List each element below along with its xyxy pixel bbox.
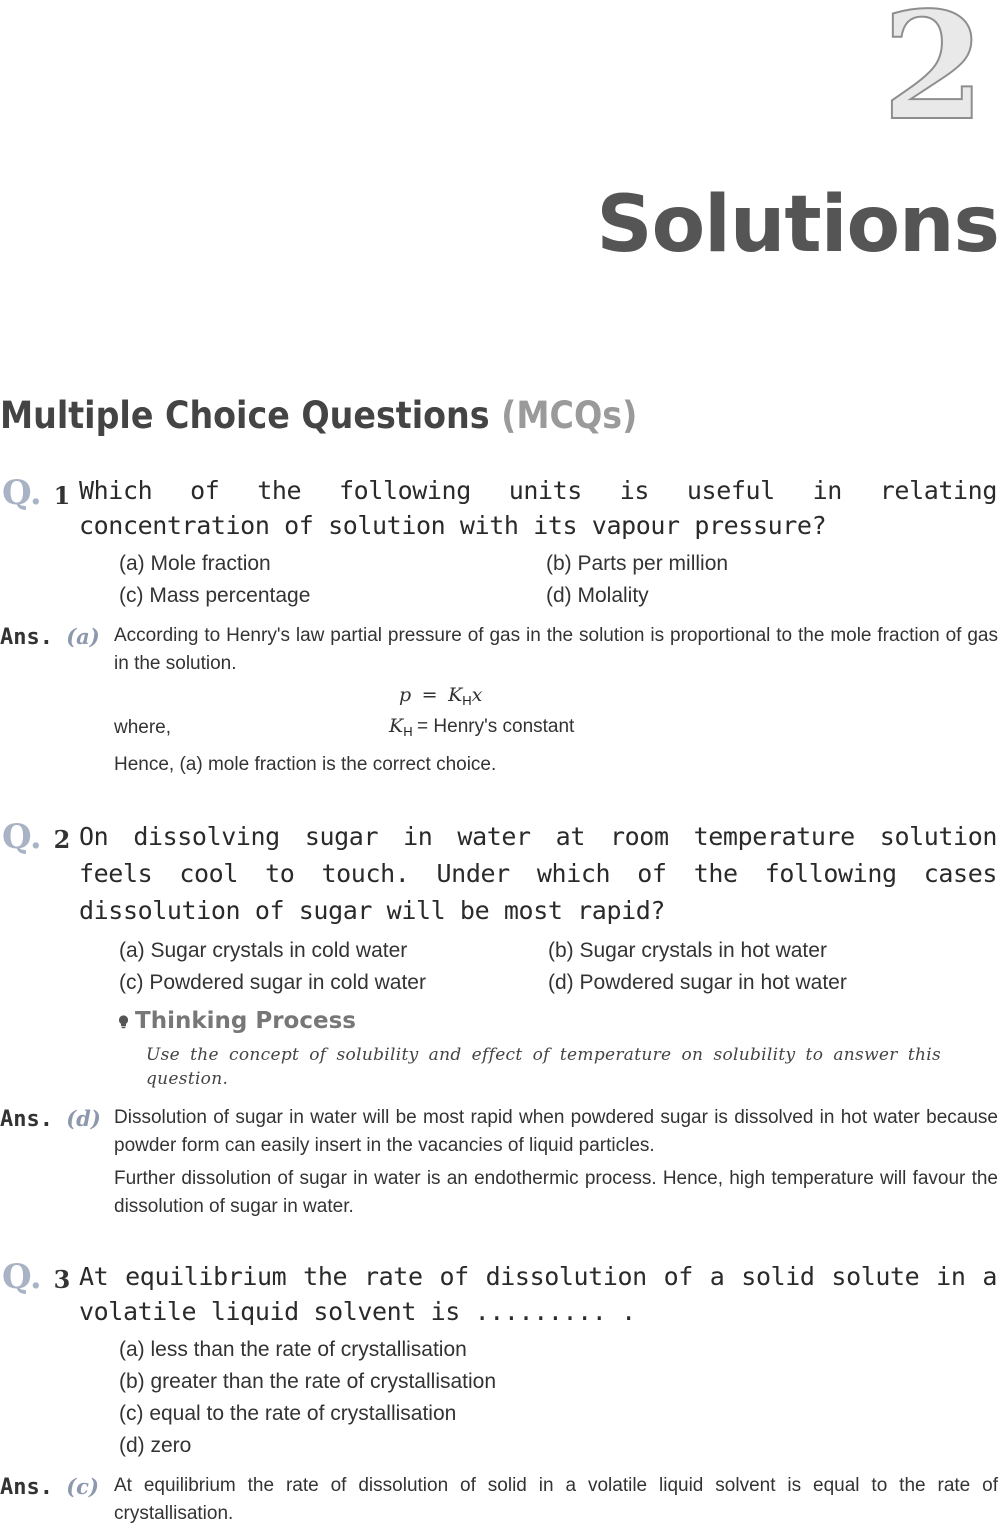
option-a: (a) Sugar crystals in cold water: [119, 939, 408, 962]
where-label: where,: [114, 717, 172, 738]
section-heading-suffix: (MCQs): [501, 394, 638, 437]
option-d: (d) Molality: [546, 584, 649, 607]
answer-label: [0, 1476, 99, 1499]
question-number: 3: [53, 1265, 71, 1294]
answer-explanation: According to Henry's law partial pressure of gas in the solution is proportional to the mole fraction of gas in the solution.: [114, 625, 998, 674]
option-c: (c) Powdered sugar in cold water: [119, 971, 426, 994]
formula-lhs: p: [399, 684, 412, 706]
answer-conclusion: Hence, (a) mole fraction is the correct choice.: [114, 754, 497, 775]
question-marker: [2, 473, 71, 513]
thinking-process-title: Thinking Process: [135, 1008, 356, 1034]
answer-label: [0, 1108, 101, 1131]
ans-text: Ans.: [0, 1475, 53, 1500]
def-text: = Henry's constant: [417, 716, 575, 737]
option-d: (d) zero: [119, 1434, 192, 1457]
formula-henry-law: $p = K_Hx$: [399, 684, 483, 708]
formula-k-sub: H: [462, 693, 472, 708]
def-k-sub: H: [403, 724, 413, 739]
answer-explanation: At equilibrium the rate of dissolution of solid in a volatile liquid solvent is equal to the rate of crystallisation.: [114, 1475, 998, 1524]
option-c: (c) Mass percentage: [119, 584, 311, 607]
option-a: (a) Mole fraction: [119, 552, 271, 575]
answer-letter: (a): [66, 624, 100, 649]
option-c: (c) equal to the rate of crystallisation: [119, 1402, 457, 1425]
question-number: 1: [53, 481, 71, 510]
where-definition: [389, 715, 574, 739]
thinking-process-heading: [118, 1008, 356, 1034]
option-b: (b) Parts per million: [546, 552, 729, 575]
question-marker: [2, 1257, 71, 1297]
q-letter: Q.: [2, 1257, 42, 1297]
answer-explanation-continued: Further dissolution of sugar in water is an endothermic process. Hence, high temperature will favour the dissolution of sugar in water.: [114, 1168, 998, 1217]
question-text: At equilibrium the rate of dissolution of a solid solute in a volatile liquid solvent is ......... .: [79, 1262, 997, 1326]
answer-label: [0, 626, 100, 649]
answer-explanation: Dissolution of sugar in water will be most rapid when powdered sugar is dissolved in hot water because powder form can easily insert in the vacancies of liquid particles.: [114, 1107, 998, 1156]
chapter-number: 2: [882, 0, 985, 153]
chapter-title: Solutions: [596, 180, 999, 270]
option-b: (b) greater than the rate of crystallisation: [119, 1370, 497, 1393]
answer-letter: (d): [66, 1106, 101, 1131]
def-k: K: [389, 715, 404, 737]
question-marker: [2, 817, 71, 857]
lightbulb-icon: [118, 1015, 129, 1029]
ans-text: Ans.: [0, 1107, 53, 1132]
thinking-process-text: Use the concept of solubility and effect of temperature on solubility to answer this question.: [146, 1045, 941, 1089]
option-b: (b) Sugar crystals in hot water: [548, 939, 827, 962]
formula-k: K: [448, 684, 463, 706]
ans-text: Ans.: [0, 625, 53, 650]
q-letter: Q.: [2, 817, 42, 857]
option-d: (d) Powdered sugar in hot water: [548, 971, 847, 994]
q-letter: Q.: [2, 473, 42, 513]
question-number: 2: [53, 825, 71, 854]
answer-letter: (c): [66, 1474, 99, 1499]
question-text: On dissolving sugar in water at room temperature solution feels cool to touch. Under which of the following cases dissolution of sugar will be most rapid?: [79, 822, 997, 925]
section-heading-text: Multiple Choice Questions: [0, 394, 490, 437]
section-heading: [0, 396, 637, 437]
question-text: Which of the following units is useful in relating concentration of solution with its vapour pressure?: [79, 476, 997, 540]
formula-x: x: [471, 684, 483, 706]
option-a: (a) less than the rate of crystallisation: [119, 1338, 467, 1361]
